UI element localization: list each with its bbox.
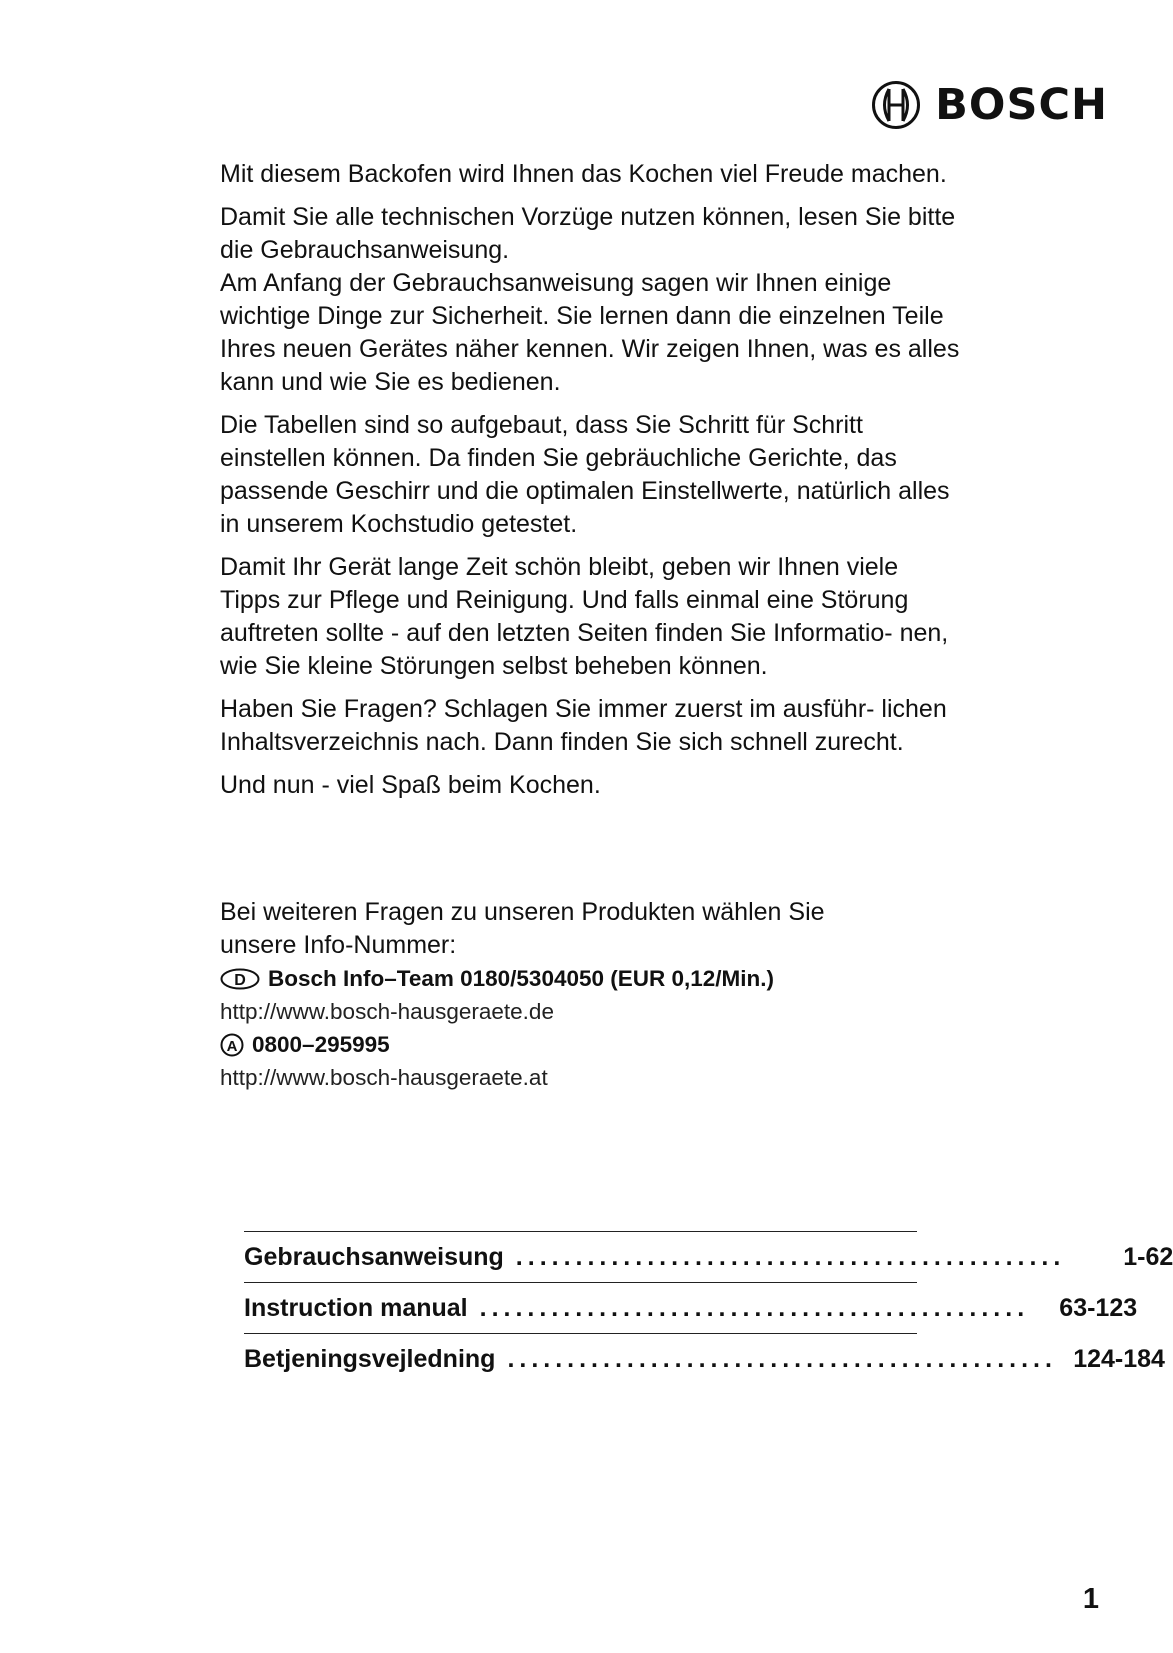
intro-paragraph: Haben Sie Fragen? Schlagen Sie immer zuerst im ausführ- lichen Inhaltsverzeichnis nach. Dann finden Sie sich schnell zurecht. xyxy=(220,695,947,756)
website-link-de[interactable]: http://www.bosch-hausgeraete.de xyxy=(220,999,554,1024)
intro-paragraph: Und nun - viel Spaß beim Kochen. xyxy=(220,771,601,799)
contact-phone-at: 0800–295995 xyxy=(252,1032,390,1057)
brand-name: BOSCH xyxy=(935,79,1108,130)
svg-text:D: D xyxy=(234,971,246,989)
toc-leader-dots: .............................................. xyxy=(479,1293,1030,1322)
intro-text xyxy=(220,158,960,802)
intro-paragraph: Am Anfang der Gebrauchsanweisung sagen wir Ihnen einige wichtige Dinge zur Sicherheit. Sie lernen dann die einzelnen Teile Ihres neuen Gerätes näher kennen. Wir zeigen Ihnen, was es alles kann und wie Sie es bedienen. xyxy=(220,269,960,396)
toc-leader-dots: .............................................. xyxy=(515,1242,1066,1271)
page-number: 1 xyxy=(1082,1583,1099,1615)
contact-info xyxy=(220,896,980,1094)
contact-austria xyxy=(220,1028,980,1061)
intro-paragraph: Damit Ihr Gerät lange Zeit schön bleibt, geben wir Ihnen viele Tipps zur Pflege und Reinigung. Und falls einmal eine Störung auftreten sollte - auf den letzten Seiten finden Sie Informatio- nen, wie Sie kleine Störungen selbst beheben können. xyxy=(220,553,949,680)
intro-paragraph: Mit diesem Backofen wird Ihnen das Kochen viel Freude machen. xyxy=(220,160,947,188)
bosch-armature-icon xyxy=(871,80,921,130)
toc-row[interactable] xyxy=(244,1282,1138,1333)
toc-pages: 124-184 xyxy=(1073,1344,1165,1373)
intro-paragraph: Damit Sie alle technischen Vorzüge nutzen können, lesen Sie bitte die Gebrauchsanweisung. xyxy=(220,203,956,264)
country-badge-at xyxy=(220,1033,244,1057)
website-link-at[interactable]: http://www.bosch-hausgeraete.at xyxy=(220,1065,548,1090)
toc-title: Instruction manual xyxy=(244,1293,468,1322)
toc-leader-dots: .............................................. xyxy=(507,1344,1057,1373)
toc-title: Gebrauchsanweisung xyxy=(244,1242,504,1271)
contact-phone-de: Bosch Info–Team 0180/5304050 (EUR 0,12/Min.) xyxy=(268,966,775,991)
country-badge-de xyxy=(220,968,260,990)
toc-row[interactable] xyxy=(244,1231,1173,1282)
contact-text: Bei weiteren Fragen zu unseren Produkten wählen Sie unsere Info-Nummer: xyxy=(220,898,825,959)
manual-index xyxy=(244,1231,1173,1384)
toc-row[interactable] xyxy=(244,1333,1165,1384)
intro-paragraph: Die Tabellen sind so aufgebaut, dass Sie Schritt für Schritt einstellen können. Da finden Sie gebräuchliche Gerichte, das passende Geschirr und die optimalen Einstellwerte, natürlich alles in unserem Kochstudio getestet. xyxy=(220,411,950,538)
toc-title: Betjeningsvejledning xyxy=(244,1344,496,1373)
contact-germany xyxy=(220,962,980,995)
toc-pages: 63-123 xyxy=(1059,1293,1138,1322)
svg-text:A: A xyxy=(226,1037,238,1055)
toc-pages: 1-62 xyxy=(1123,1242,1173,1271)
bosch-logo xyxy=(871,80,1108,130)
